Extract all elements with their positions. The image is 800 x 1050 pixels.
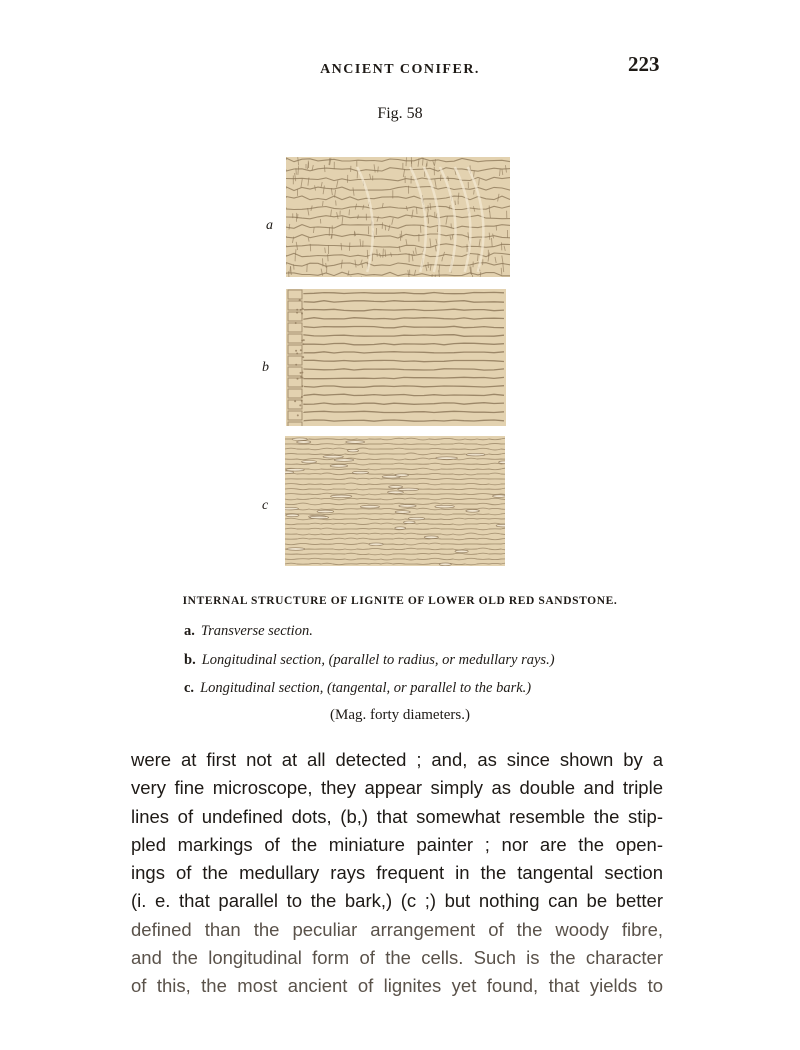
legend-item-c bbox=[184, 680, 531, 697]
engraving-stroke bbox=[297, 414, 299, 416]
engraving-stroke bbox=[389, 486, 403, 489]
engraving-stroke bbox=[455, 201, 456, 205]
panel-c-engraving bbox=[285, 436, 505, 566]
panel-a-transverse-section bbox=[286, 157, 510, 277]
body-line: ings of the medullary rays frequent in the tangental section bbox=[131, 862, 663, 884]
engraving-stroke bbox=[302, 461, 317, 464]
engraving-stroke bbox=[349, 243, 350, 251]
legend-key: b. bbox=[184, 652, 196, 668]
engraving-stroke bbox=[297, 378, 299, 380]
engraving-stroke bbox=[466, 510, 480, 513]
engraving-stroke bbox=[289, 271, 290, 277]
engraving-stroke bbox=[296, 312, 298, 314]
engraving-stroke bbox=[310, 516, 329, 519]
engraving-stroke bbox=[408, 517, 425, 520]
engraving-stroke bbox=[360, 505, 379, 508]
engraving-stroke bbox=[480, 272, 481, 277]
legend-item-a bbox=[184, 623, 313, 640]
panel-a-engraving bbox=[286, 157, 510, 277]
engraving-stroke bbox=[347, 449, 358, 452]
engraving-stroke bbox=[285, 507, 299, 510]
engraving-stroke bbox=[400, 234, 401, 241]
body-line: defined than the peculiar arrangement of the woody fibre, bbox=[131, 918, 663, 940]
engraving-stroke bbox=[310, 244, 311, 251]
engraving-stroke bbox=[493, 495, 506, 498]
engraving-stroke bbox=[369, 543, 383, 546]
engraving-stroke bbox=[395, 511, 410, 514]
engraving-stroke bbox=[294, 400, 296, 402]
engraving-stroke bbox=[295, 364, 297, 366]
legend-item-b bbox=[184, 652, 555, 669]
engraving-stroke bbox=[301, 340, 303, 342]
engraving-stroke bbox=[300, 372, 302, 374]
engraving-stroke bbox=[455, 550, 468, 553]
engraving-stroke bbox=[323, 201, 324, 206]
engraving-stroke bbox=[388, 491, 404, 494]
body-line: lines of undefined dots, (b,) that somewhat resemble the stip- bbox=[131, 805, 663, 827]
engraving-stroke bbox=[499, 461, 505, 464]
engraving-stroke bbox=[323, 258, 324, 266]
legend-key: a. bbox=[184, 623, 195, 639]
panel-c-tangential-section bbox=[285, 436, 505, 566]
engraving-stroke bbox=[299, 404, 301, 406]
legend-key: c. bbox=[184, 680, 195, 696]
engraving-stroke bbox=[401, 231, 402, 238]
engraving-stroke bbox=[300, 349, 302, 351]
body-line: were at first not at all detected ; and, as since shown by a bbox=[131, 749, 663, 770]
engraving-stroke bbox=[432, 274, 433, 277]
engraving-stroke bbox=[301, 400, 303, 402]
engraving-stroke bbox=[378, 167, 379, 173]
engraving-stroke bbox=[300, 376, 302, 378]
engraving-stroke bbox=[302, 356, 304, 358]
engraving-stroke bbox=[295, 322, 297, 324]
engraving-stroke bbox=[302, 308, 304, 310]
engraving-stroke bbox=[296, 353, 298, 355]
engraving-stroke bbox=[435, 505, 455, 508]
engraving-stroke bbox=[297, 441, 311, 444]
figure-caption-title: INTERNAL STRUCTURE OF LIGNITE OF LOWER OLD RED SANDSTONE. bbox=[182, 595, 618, 607]
legend-text: Transverse section. bbox=[200, 623, 313, 639]
engraving-stroke bbox=[302, 343, 304, 345]
engraving-stroke bbox=[286, 514, 299, 517]
engraving-stroke bbox=[489, 233, 490, 240]
body-line: very fine microscope, they appear simply as double and triple bbox=[131, 777, 663, 799]
engraving-stroke bbox=[399, 505, 416, 508]
engraving-stroke bbox=[424, 536, 438, 539]
engraving-stroke bbox=[301, 313, 303, 315]
running-head: ANCIENT CONIFER. bbox=[320, 62, 480, 77]
legend-text: Longitudinal section, (parallel to radius, or medullary rays.) bbox=[201, 652, 555, 668]
engraving-stroke bbox=[346, 441, 365, 444]
figure-label: Fig. 58 bbox=[377, 105, 423, 122]
engraving-stroke bbox=[286, 469, 304, 472]
engraving-stroke bbox=[301, 396, 303, 398]
magnification-note: (Mag. forty diameters.) bbox=[330, 707, 470, 723]
panel-letter-a: a bbox=[266, 218, 273, 233]
engraving-stroke bbox=[395, 474, 408, 477]
engraving-stroke bbox=[331, 495, 352, 498]
engraving-stroke bbox=[417, 208, 418, 215]
engraving-stroke bbox=[292, 438, 307, 441]
engraving-stroke bbox=[295, 350, 297, 352]
engraving-stroke bbox=[326, 263, 327, 268]
engraving-stroke bbox=[423, 158, 424, 166]
body-paragraph bbox=[131, 746, 663, 1001]
engraving-stroke bbox=[317, 510, 334, 513]
body-line: (i. e. that parallel to the bark,) (c ;) but nothing can be better bbox=[131, 890, 663, 912]
body-line: and the longitudinal form of the cells. Such is the character bbox=[131, 947, 663, 969]
engraving-stroke bbox=[295, 249, 296, 255]
legend-text: Longitudinal section, (tangental, or parallel to the bark.) bbox=[200, 680, 532, 696]
engraving-stroke bbox=[466, 453, 485, 456]
engraving-stroke bbox=[439, 563, 451, 566]
engraving-stroke bbox=[398, 488, 419, 491]
engraving-stroke bbox=[501, 268, 502, 275]
engraving-stroke bbox=[377, 249, 378, 256]
engraving-stroke bbox=[287, 548, 305, 551]
engraving-stroke bbox=[302, 385, 304, 387]
engraving-stroke bbox=[300, 309, 302, 311]
engraving-stroke bbox=[496, 524, 505, 527]
engraving-stroke bbox=[352, 471, 368, 474]
engraving-stroke bbox=[395, 527, 406, 530]
panel-b-engraving bbox=[286, 289, 506, 426]
engraving-stroke bbox=[383, 249, 384, 258]
engraving-stroke bbox=[474, 190, 475, 195]
engraving-stroke bbox=[478, 255, 479, 261]
engraving-stroke bbox=[296, 309, 298, 311]
panel-letter-c: c bbox=[262, 498, 269, 513]
engraving-stroke bbox=[330, 465, 348, 468]
engraving-stroke bbox=[436, 457, 458, 460]
panel-b-radial-section bbox=[286, 289, 506, 426]
engraving-stroke bbox=[299, 299, 301, 301]
engraving-stroke bbox=[328, 254, 329, 261]
engraving-stroke bbox=[403, 521, 415, 524]
engraving-stroke bbox=[336, 200, 337, 205]
body-line: of this, the most ancient of lignites yet found, that yields to bbox=[131, 975, 663, 997]
engraving-stroke bbox=[349, 209, 350, 215]
engraving-stroke bbox=[406, 157, 407, 166]
engraving-stroke bbox=[334, 459, 354, 462]
page-number: 223 bbox=[628, 52, 660, 76]
engraving-stroke bbox=[323, 455, 343, 458]
engraving-stroke bbox=[301, 372, 303, 374]
body-line: pled markings of the miniature painter ; nor are the open- bbox=[131, 833, 663, 855]
panel-letter-b: b bbox=[262, 360, 269, 375]
